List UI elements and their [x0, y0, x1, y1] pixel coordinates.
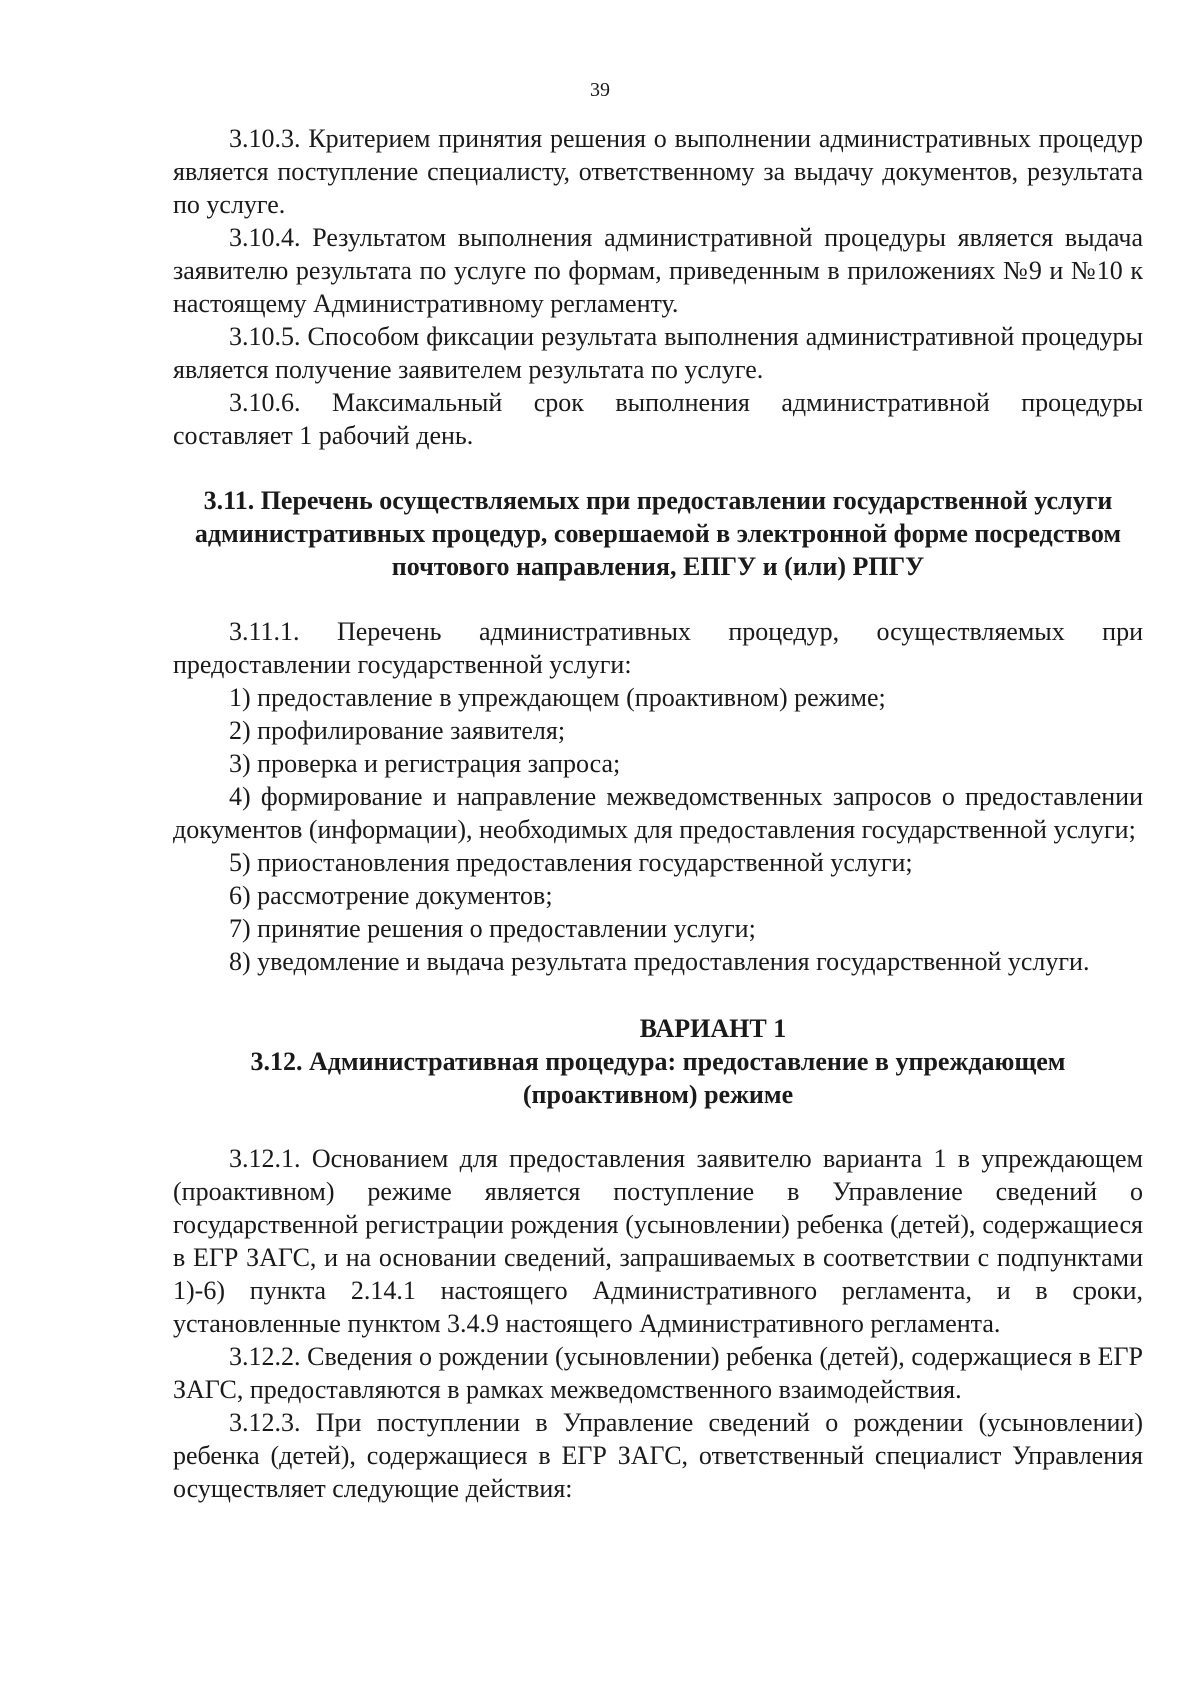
paragraph-3-12-2: 3.12.2. Сведения о рождении (усыновлении) ребенка (детей), содержащиеся в ЕГР ЗАГС, предоставляются в рамках межведомственного взаимодействия. [173, 1342, 1143, 1404]
list-item: 1) предоставление в упреждающем (проактивном) режиме; [229, 683, 886, 712]
page-number: 39 [590, 79, 610, 101]
section-heading-3-11: 3.11. Перечень осуществляемых при предоставлении государственной услуги административных процедур, совершаемой в электронной форме посредством почтового направления, ЕПГУ и (или) РПГУ [194, 486, 1122, 581]
paragraph-3-12-1: 3.12.1. Основанием для предоставления заявителю варианта 1 в упреждающем (проактивном) режиме является поступление в Управление сведений о государственной регистрации рождения (усыновлении) ребенка (детей), содержащиеся в ЕГР ЗАГС, и на основании сведений, запрашиваемых в соответствии с подпунктами 1)-6) пункта 2.14.1 настоящего Административного регламента, и в сроки, установленные пунктом 3.4.9 настоящего Административного регламента. [173, 1144, 1143, 1338]
list-item: 4) формирование и направление межведомственных запросов о предоставлении документов (информации), необходимых для предоставления государственной услуги; [173, 782, 1143, 844]
paragraph-3-10-4: 3.10.4. Результатом выполнения административной процедуры является выдача заявителю результата по услуге по формам, приведенным в приложениях №9 и №10 к настоящему Административному регламенту. [173, 223, 1143, 318]
list-item: 7) принятие решения о предоставлении услуги; [229, 914, 756, 943]
paragraph-3-12-3: 3.12.3. При поступлении в Управление сведений о рождении (усыновлении) ребенка (детей), содержащиеся в ЕГР ЗАГС, ответственный специалист Управления осуществляет следующие действия: [173, 1408, 1143, 1503]
paragraph-3-11-1: 3.11.1. Перечень административных процедур, осуществляемых при предоставлении государственной услуги: [173, 617, 1143, 679]
paragraph-3-10-3: 3.10.3. Критерием принятия решения о выполнении административных процедур является поступление специалисту, ответственному за выдачу документов, результата по услуге. [173, 124, 1143, 219]
list-item: 3) проверка и регистрация запроса; [229, 749, 621, 778]
document-body [173, 122, 1143, 1505]
section-heading-3-12: 3.12. Административная процедура: предоставление в упреждающем (проактивном) режиме [250, 1047, 1066, 1109]
list-item: 8) уведомление и выдача результата предоставления государственной услуги. [229, 947, 1090, 976]
list-item: 5) приостановления предоставления государственной услуги; [229, 848, 913, 877]
list-item: 2) профилирование заявителя; [229, 716, 566, 745]
variant-title: ВАРИАНТ 1 [639, 1014, 787, 1043]
paragraph-3-10-6: 3.10.6. Максимальный срок выполнения административной процедуры составляет 1 рабочий день. [173, 388, 1143, 450]
list-item: 6) рассмотрение документов; [229, 881, 553, 910]
paragraph-3-10-5: 3.10.5. Способом фиксации результата выполнения административной процедуры является получение заявителем результата по услуге. [173, 322, 1143, 384]
